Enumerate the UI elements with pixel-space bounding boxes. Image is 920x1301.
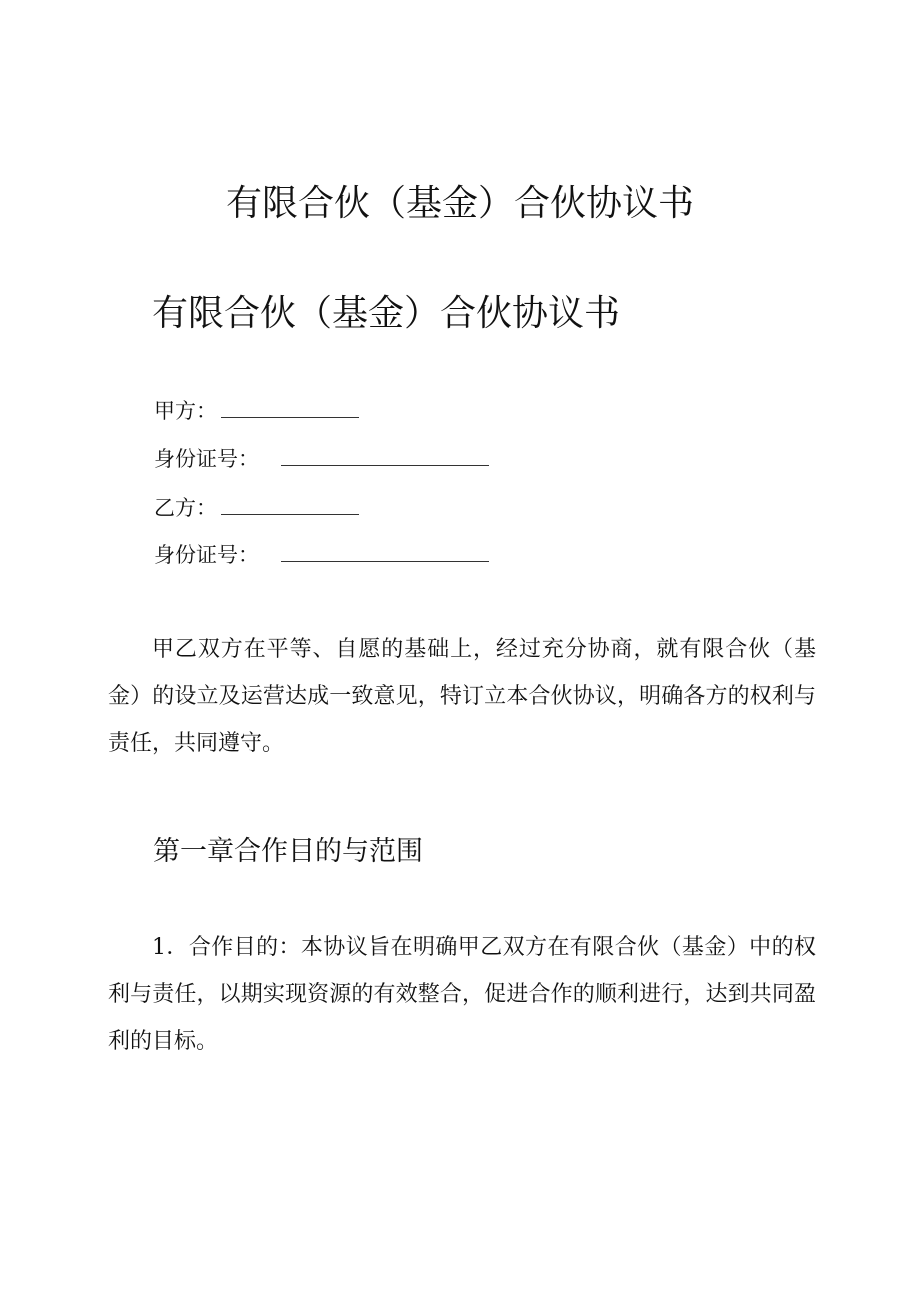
- document-title: 有限合伙（基金）合伙协议书: [225, 183, 694, 224]
- party-b-id-label: 身份证号：: [154, 543, 259, 567]
- party-b-label: 乙方：: [154, 496, 217, 520]
- party-b-id-blank: [281, 541, 489, 562]
- party-a-label: 甲方：: [154, 399, 217, 423]
- party-b-field: [154, 493, 359, 523]
- party-a-blank: [221, 397, 359, 418]
- party-b-blank: [221, 494, 359, 515]
- party-a-id-field: [154, 444, 489, 474]
- party-a-id-blank: [281, 445, 489, 466]
- intro-paragraph: 甲乙双方在平等、自愿的基础上，经过充分协商，就有限合伙（基金）的设立及运营达成一致意见，特订立本合伙协议，明确各方的权利与责任，共同遵守。: [108, 637, 816, 756]
- document-subtitle: 有限合伙（基金）合伙协议书: [152, 293, 621, 334]
- party-a-field: [154, 396, 359, 426]
- chapter-1-heading: 第一章合作目的与范围: [153, 836, 423, 867]
- party-a-id-label: 身份证号：: [154, 447, 259, 471]
- party-b-id-field: [154, 540, 489, 570]
- chapter-1-item-1: 1．合作目的：本协议旨在明确甲乙双方在有限合伙（基金）中的权利与责任，以期实现资源的有效整合，促进合作的顺利进行，达到共同盈利的目标。: [108, 935, 816, 1054]
